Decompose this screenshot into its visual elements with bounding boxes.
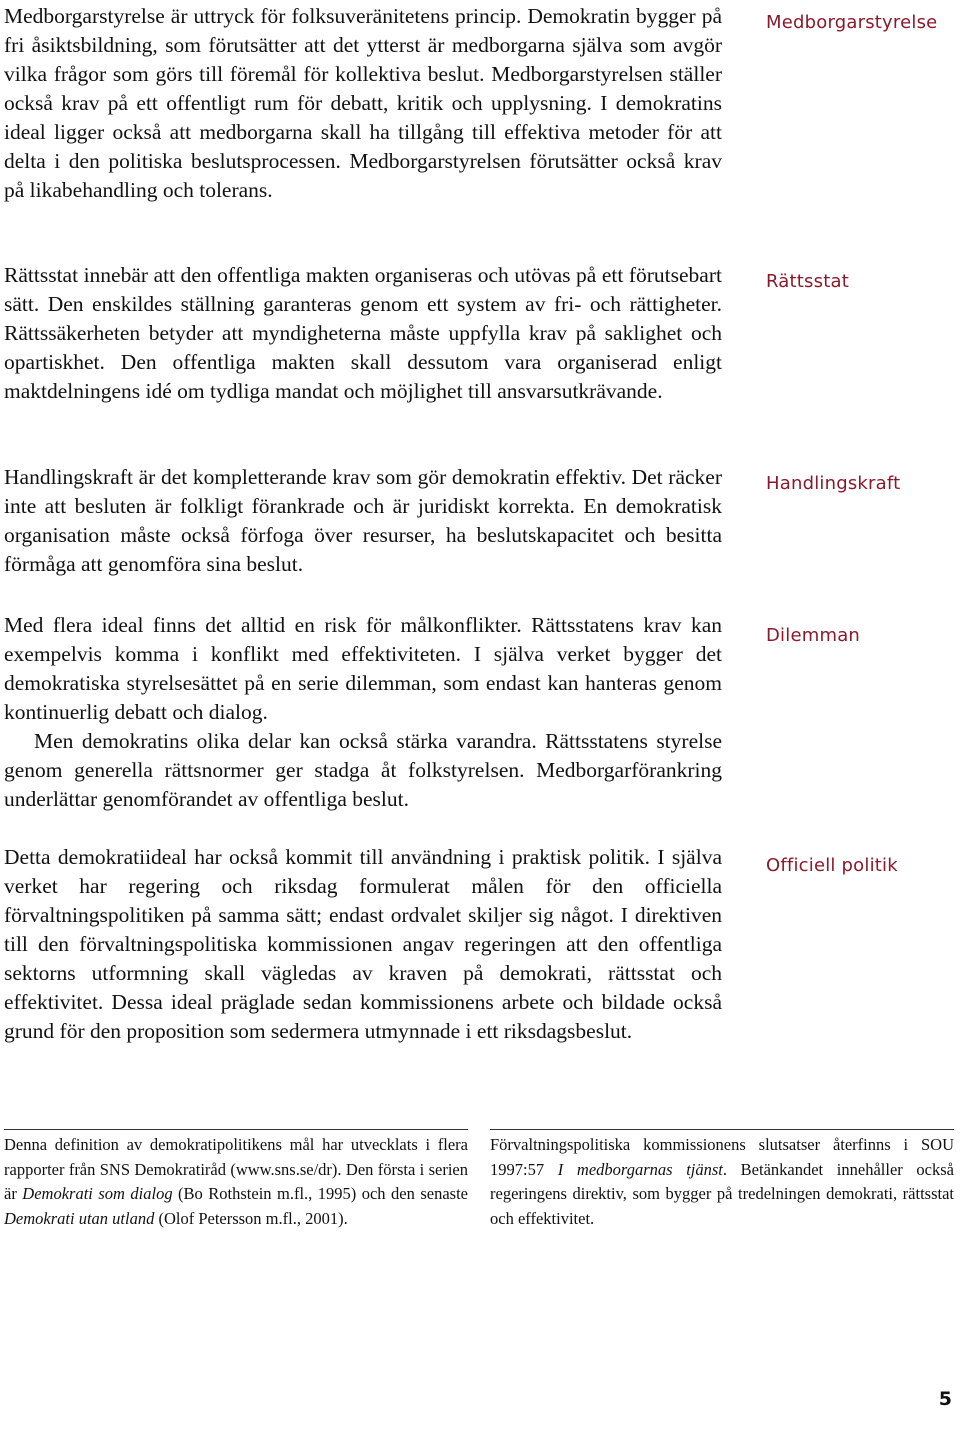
footnote-left: Denna definition av demokratipolitikens mål har utvecklats i flera rapporter från SNS Demokratiråd (www.sns.se/dr). Den första i serien är Demokrati som dialog (Bo Rothstein m.fl., 1995) och den senaste Demokrati utan utland (Olof Petersson m.fl., 2001).: [4, 1135, 468, 1228]
footnote-rule-right: [490, 1129, 954, 1130]
paragraph-medborgarstyrelse: Medborgarstyrelse är uttryck för folksuveränitetens princip. Demokratin bygger på fri åsiktsbildning, som förutsätter att det ytterst är medborgarna själva som avgör vilka frågor som görs till föremål för kollektiva beslut. Medborgarstyrelsen ställer också krav på ett offentligt rum för debatt, kritik och upplysning. I demokratins ideal ligger också att medborgarna skall ha tillgång till effektiva metoder för att delta i den politiska beslutsprocessen. Medborgarstyrelsen förutsätter också krav på likabehandling och tolerans.: [4, 4, 722, 202]
footnote-right: Förvaltningspolitiska kommissionens slutsatser återfinns i SOU 1997:57 I medborgarnas tjänst. Betänkandet innehåller också regeringens direktiv, som bygger på tredelningen demokrati, rättsstat och effektivitet.: [490, 1135, 954, 1228]
paragraph-dilemman-part1: Med flera ideal finns det alltid en risk för målkonflikter. Rättsstatens krav kan exempelvis komma i konflikt med effektiviteten. I själva verket bygger det demokratiska styrelsesättet på en serie dilemman, som endast kan hanteras genom kontinuerlig debatt och dialog.: [4, 613, 722, 724]
page-number: 5: [938, 1388, 952, 1410]
paragraph-dilemman: [4, 611, 722, 814]
paragraph-handlingskraft: Handlingskraft är det kompletterande krav som gör demokratin effektiv. Det räcker inte att besluten är folkligt förankrade och är juridiskt korrekta. En demokratisk organisation måste också förfoga över resurser, ha beslutskapacitet och besitta förmåga att genomföra sina beslut.: [4, 465, 722, 576]
footnote-rule-left: [4, 1129, 468, 1130]
paragraph-dilemman-part2: Men demokratins olika delar kan också stärka varandra. Rättsstatens styrelse genom generella rättsnormer ger stadga åt folkstyrelsen. Medborgarförankring underlättar genomförandet av offentliga beslut.: [4, 729, 722, 811]
paragraph-rattsstat: Rättsstat innebär att den offentliga makten organiseras och utövas på ett förutsebart sätt. Den enskildes ställning garanteras genom ett system av fri- och rättigheter. Rättssäkerheten betyder att myndigheterna måste uppfylla krav på saklighet och opartiskhet. Den offentliga makten skall dessutom vara organiserad enligt maktdelningens idé om tydliga mandat och möjlighet till ansvarsutkrävande.: [4, 263, 722, 403]
margin-heading-handlingskraft: Handlingskraft: [766, 473, 901, 494]
paragraph-officiell-politik: Detta demokratiideal har också kommit till användning i praktisk politik. I själva verket har regering och riksdag formulerat målen för den officiella förvaltningspolitiken på samma sätt; endast ordvalet skiljer sig något. I direktiven till den förvaltningspolitiska kommissionen angav regeringen att den offentliga sektorns utformning skall vägledas av kraven på demokrati, rättsstat och effektivitet. Dessa ideal präglade sedan kommissionens arbete och bildade också grund för den proposition som sedermera utmynnade i ett riksdagsbeslut.: [4, 845, 722, 1043]
margin-heading-officiell-politik: Officiell politik: [766, 855, 898, 876]
margin-heading-rattsstat: Rättsstat: [766, 271, 849, 292]
margin-heading-medborgarstyrelse: Medborgarstyrelse: [766, 12, 938, 33]
margin-heading-dilemman: Dilemman: [766, 625, 861, 646]
